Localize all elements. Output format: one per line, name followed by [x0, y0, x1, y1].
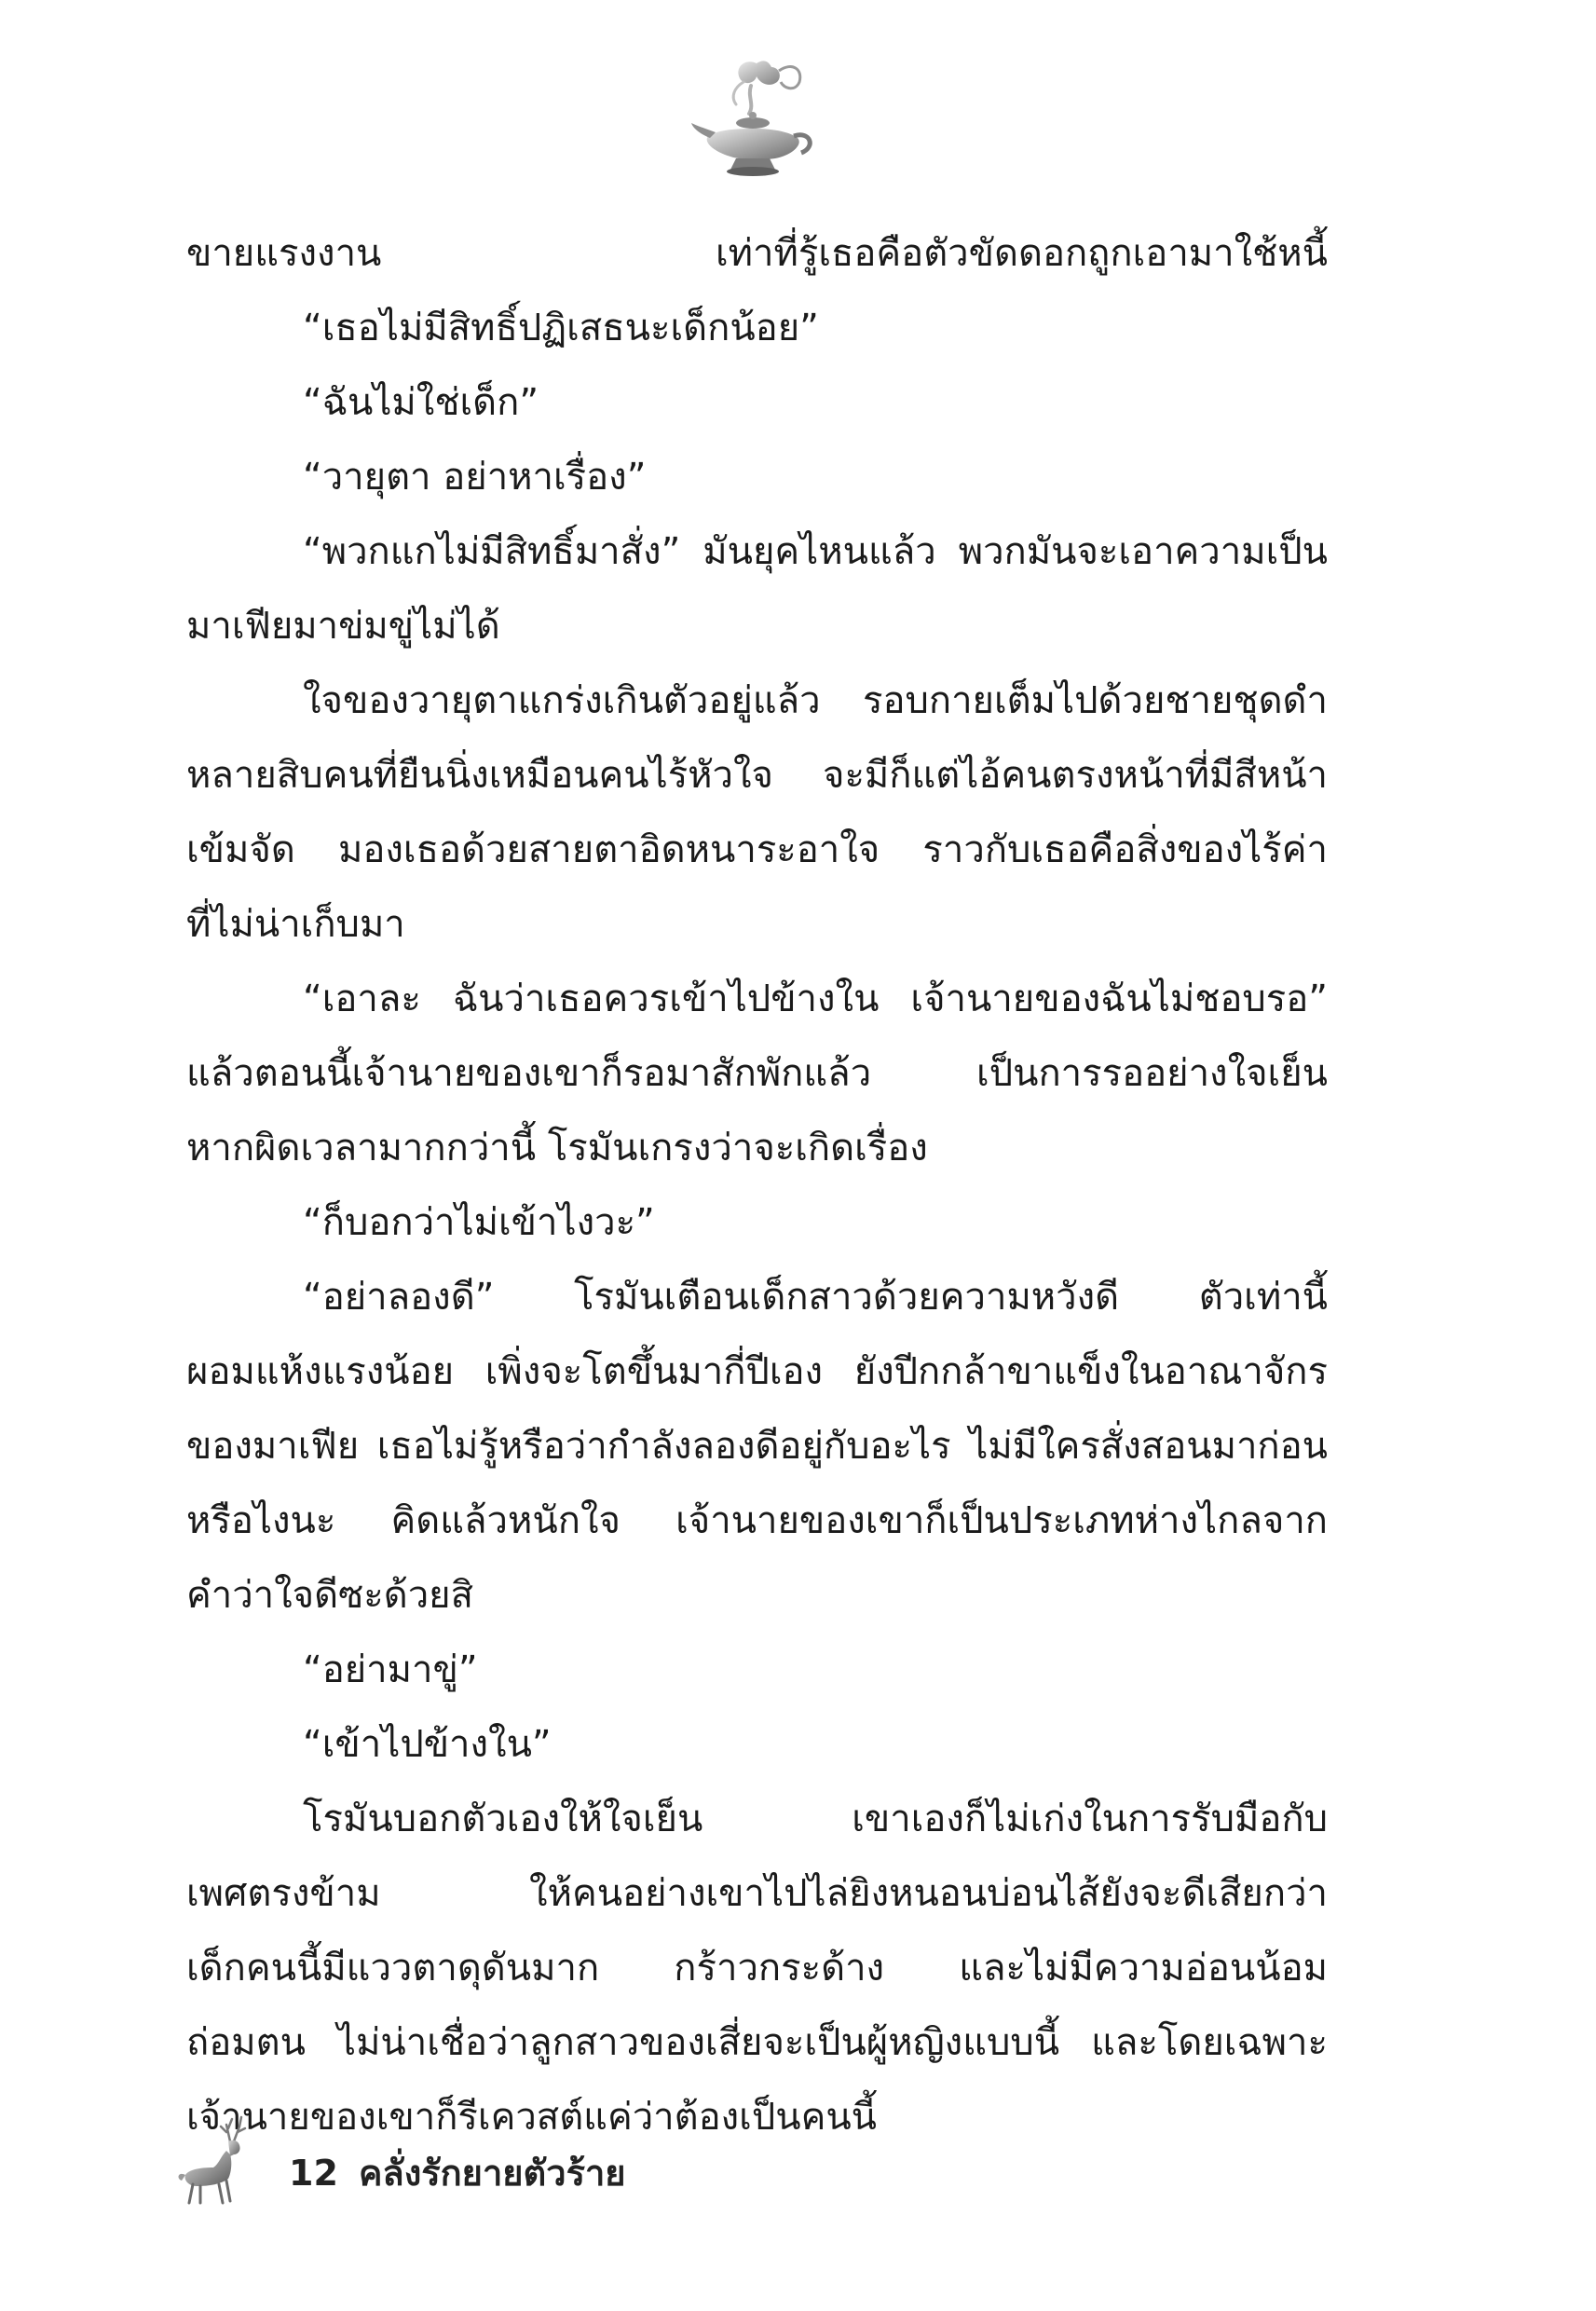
- text-line: “เอาละ ฉันว่าเธอควรเข้าไปข้างใน เจ้านายของฉันไม่ชอบรอ”: [303, 978, 1328, 1020]
- text-line: ขายแรงงาน เท่าที่รู้เธอคือตัวขัดดอกถูกเอามาใช้หนี้: [186, 232, 1328, 275]
- text-line: ถ่อมตน ไม่น่าเชื่อว่าลูกสาวของเสี่ยจะเป็นผู้หญิงแบบนี้ และโดยเฉพาะ: [186, 2021, 1328, 2064]
- text-line: เด็กคนนี้มีแววตาดุดันมาก กร้าวกระด้าง และไม่มีความอ่อนน้อม: [186, 1947, 1328, 1990]
- text-line: คำว่าใจดีซะด้วยสิ: [186, 1574, 474, 1617]
- text-line: “ก็บอกว่าไม่เข้าไงวะ”: [303, 1201, 655, 1244]
- page-number: 12: [289, 2153, 338, 2194]
- text-line: ของมาเฟีย เธอไม่รู้หรือว่ากำลังลองดีอยู่กับอะไร ไม่มีใครสั่งสอนมาก่อน: [186, 1425, 1328, 1468]
- body-text: [186, 216, 1328, 2154]
- text-line: โรมันบอกตัวเองให้ใจเย็น เขาเองก็ไม่เก่งในการรับมือกับ: [303, 1798, 1328, 1840]
- text-line: เข้มจัด มองเธอด้วยสายตาอิดหนาระอาใจ ราวกับเธอคือสิ่งของไร้ค่า: [186, 828, 1328, 871]
- deer-icon: [172, 2113, 266, 2207]
- text-line: ใจของวายุตาแกร่งเกินตัวอยู่แล้ว รอบกายเต็มไปด้วยชายชุดดำ: [303, 679, 1328, 722]
- text-line: หลายสิบคนที่ยืนนิ่งเหมือนคนไร้หัวใจ จะมีก็แต่ไอ้คนตรงหน้าที่มีสีหน้า: [186, 754, 1328, 797]
- text-line: แล้วตอนนี้เจ้านายของเขาก็รอมาสักพักแล้ว เป็นการรออย่างใจเย็น: [186, 1052, 1328, 1095]
- text-line: “ฉันไม่ใช่เด็ก”: [303, 381, 539, 424]
- text-line: หรือไงนะ คิดแล้วหนักใจ เจ้านายของเขาก็เป็นประเภทห่างไกลจาก: [186, 1499, 1328, 1542]
- page-footer: [172, 2113, 1011, 2225]
- text-line: เจ้านายของเขาก็รีเควสต์แค่ว่าต้องเป็นคนนี้: [186, 2096, 878, 2139]
- text-line: หากผิดเวลามากกว่านี้ โรมันเกรงว่าจะเกิดเรื่อง: [186, 1127, 928, 1169]
- text-line: ที่ไม่น่าเก็บมา: [186, 903, 405, 946]
- text-line: “อย่ามาขู่”: [303, 1648, 478, 1691]
- text-line: “เข้าไปข้างใน”: [303, 1723, 552, 1766]
- book-title: คลั่งรักยายตัวร้าย: [359, 2153, 626, 2194]
- text-line: “วายุตา อย่าหาเรื่อง”: [303, 456, 647, 499]
- text-line: “เธอไม่มีสิทธิ์ปฏิเสธนะเด็กน้อย”: [303, 307, 819, 349]
- genie-lamp-icon: [689, 54, 820, 180]
- text-line: เพศตรงข้าม ให้คนอย่างเขาไปไล่ยิงหนอนบ่อนไส้ยังจะดีเสียกว่า: [186, 1872, 1328, 1915]
- text-line: “พวกแกไม่มีสิทธิ์มาสั่ง” มันยุคไหนแล้ว พวกมันจะเอาความเป็น: [303, 530, 1328, 573]
- text-line: “อย่าลองดี” โรมันเตือนเด็กสาวด้วยความหวังดี ตัวเท่านี้: [303, 1276, 1328, 1319]
- text-line: ผอมแห้งแรงน้อย เพิ่งจะโตขึ้นมากี่ปีเอง ยังปีกกล้าขาแข็งในอาณาจักร: [186, 1350, 1328, 1393]
- text-line: มาเฟียมาข่มขู่ไม่ได้: [186, 605, 500, 648]
